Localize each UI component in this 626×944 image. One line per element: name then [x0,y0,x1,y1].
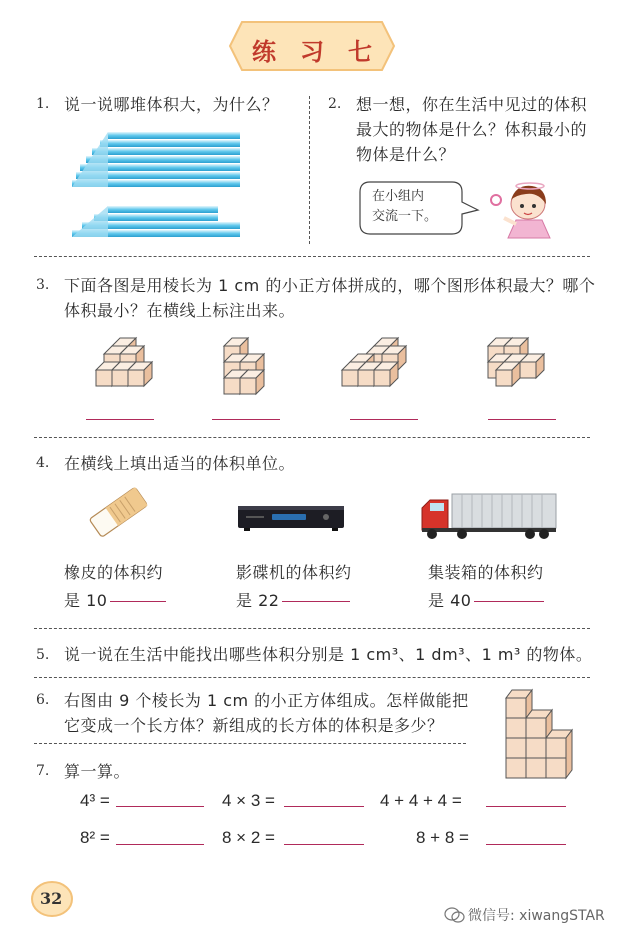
pipe-piles-illustration [68,126,244,248]
q5-number: 5. [36,647,50,663]
q4-text: 在横线上填出适当的体积单位。 [64,454,296,473]
eraser-unit-blank[interactable] [110,601,166,602]
title-banner [228,20,396,72]
q3-blank-2[interactable] [212,419,280,420]
q1-number: 1. [36,96,50,112]
q3-number: 3. [36,277,50,293]
q3-line-2: 体积最小？在横线上标注出来。 [64,301,296,320]
title-char-3: 七 [348,38,372,66]
q1-q2-divider [309,96,310,244]
q2-line-2: 最大的物体是什么？体积最小的 [356,120,588,139]
cube-figure-4 [488,338,544,386]
section-divider-4 [34,677,590,678]
calc-8-times-2: 8 × 2 = [222,828,275,847]
cube-figure-1 [96,338,152,386]
section-divider-3 [34,628,590,629]
cube-figures [80,326,560,396]
calc-8-times-2-answer[interactable] [284,844,364,845]
container-truck-illustration [418,490,558,542]
q7-number: 7. [36,763,50,779]
title-char-2: 习 [300,38,324,66]
q6-line-2: 它变成一个长方体？新组成的长方体的体积是多少？ [64,716,444,735]
q5-text: 说一说在生活中能找出哪些体积分别是 1 cm³、1 dm³、1 m³ 的物体。 [64,645,593,664]
q6-number: 6. [36,692,50,708]
pipe-pile-2 [72,206,240,237]
calc-4-times-3-answer[interactable] [284,806,364,807]
calc-8-plus-8-answer[interactable] [486,844,566,845]
dvd-label: 影碟机的体积约 [236,563,352,582]
q3-line-1: 下面各图是用棱长为 1 cm 的小正方体拼成的，哪个图形体积最大？哪个 [64,276,596,295]
q2-line-3: 物体是什么？ [356,145,456,164]
calc-4-plus-4-plus-4-answer[interactable] [486,806,566,807]
dvd-player-illustration [236,500,346,534]
calc-8-squared: 8² = [80,828,110,847]
page-number: 32 [40,889,63,908]
q2-number: 2. [328,96,342,112]
calc-4-plus-4-plus-4: 4 + 4 + 4 = [380,791,462,810]
cube-figure-2 [224,338,264,394]
q4-number: 4. [36,455,50,471]
container-label: 集装箱的体积约 [428,563,544,582]
watermark-text: 微信号: xiwangSTAR [468,908,605,924]
dvd-unit-blank[interactable] [282,601,350,602]
container-unit-blank[interactable] [474,601,544,602]
q1-text: 说一说哪堆体积大，为什么？ [64,95,279,114]
girl-mascot-illustration [486,178,566,240]
calc-4-times-3: 4 × 3 = [222,791,275,810]
q6-line-1: 右图由 9 个棱长为 1 cm 的小正方体组成。怎样做能把 [64,691,469,710]
calc-4-cubed: 4³ = [80,791,110,810]
eraser-illustration [84,484,150,540]
bubble-line-1: 在小组内 [372,189,425,204]
section-divider-2 [34,437,590,438]
section-divider-5 [34,743,466,744]
container-value: 是 40 [428,591,472,610]
q7-text: 算一算。 [64,762,131,781]
stair-cubes-figure [500,684,582,784]
calc-8-plus-8: 8 + 8 = [416,828,469,847]
eraser-label: 橡皮的体积约 [64,563,164,582]
q2-line-1: 想一想，你在生活中见过的体积 [356,95,588,114]
q3-blank-3[interactable] [350,419,418,420]
bubble-line-2: 交流一下。 [372,209,438,224]
pipe-pile-1 [72,132,240,187]
title-char-1: 练 [252,38,276,66]
eraser-value: 是 10 [64,591,108,610]
dvd-value: 是 22 [236,591,280,610]
q3-blank-4[interactable] [488,419,556,420]
section-divider-1 [34,256,590,257]
calc-8-squared-answer[interactable] [116,844,204,845]
q3-blank-1[interactable] [86,419,154,420]
calc-4-cubed-answer[interactable] [116,806,204,807]
cube-figure-3 [342,338,406,386]
wechat-icon [444,906,466,924]
